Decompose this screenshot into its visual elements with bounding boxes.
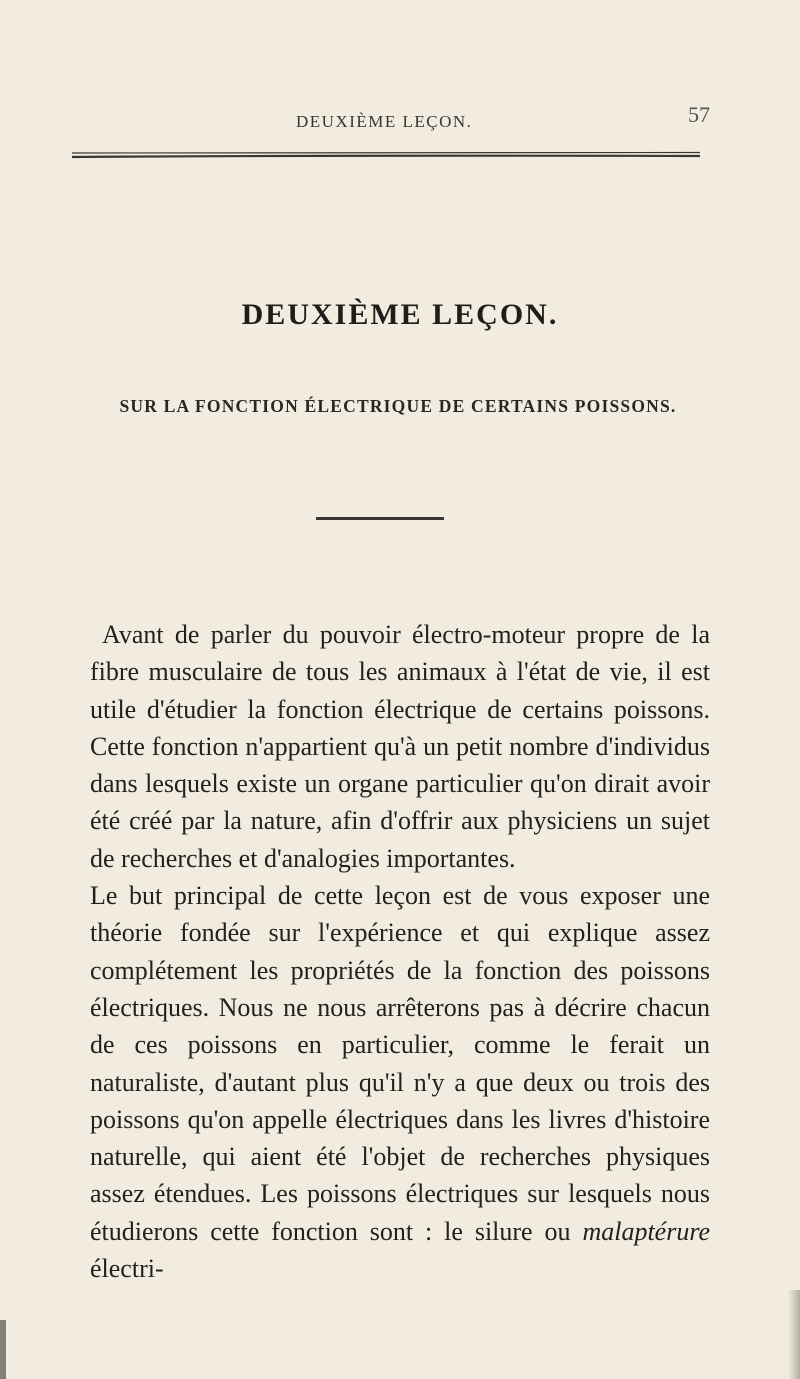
italic-term: malaptérure <box>582 1216 711 1246</box>
paragraph-2-text: Le but principal de cette leçon est de vous exposer une théorie fondée sur l'expérience et qui explique assez complétement les propriétés de la fonction des poissons électriques. Nous ne nous arrêterons pas à décrire chacun de ces poissons en particulier, comme le ferait un naturaliste, d'autant plus qu'il n'y a que deux ou trois des poissons qu'on appelle électriques dans les livres d'histoire naturelle, qui aient été l'objet de recherches physiques assez étendues. Les poissons électriques sur lesquels nous étudierons cette fonction sont : le silure ou <box>90 881 710 1246</box>
paragraph-2-end: électri- <box>90 1254 164 1284</box>
paragraph <box>90 877 710 1287</box>
chapter-title: DEUXIÈME LEÇON. <box>241 298 559 331</box>
binding-edge <box>0 1320 6 1379</box>
page-number: 57 <box>688 102 710 127</box>
chapter-subtitle: SUR LA FONCTION ÉLECTRIQUE DE CERTAINS POISSONS. <box>119 396 677 416</box>
running-head <box>0 102 800 138</box>
running-title: DEUXIÈME LEÇON. <box>296 112 473 131</box>
page-edge-shadow <box>788 1290 800 1379</box>
body-text <box>90 616 710 1287</box>
paragraph <box>90 616 710 877</box>
paragraph-1-text: Avant de parler du pouvoir électro-moteur propre de la fibre musculaire de tous les animaux à l'état de vie, il est utile d'étudier la fonction électrique de certains poissons. Cette fonction n'appartient qu'à un petit nombre d'individus dans lesquels existe un organe particulier qu'on dirait avoir été créé par la nature, afin d'offrir aux physiciens un sujet de recherches et d'analogies importantes. <box>90 620 710 873</box>
header-double-rule <box>70 150 702 159</box>
section-divider <box>316 517 444 520</box>
